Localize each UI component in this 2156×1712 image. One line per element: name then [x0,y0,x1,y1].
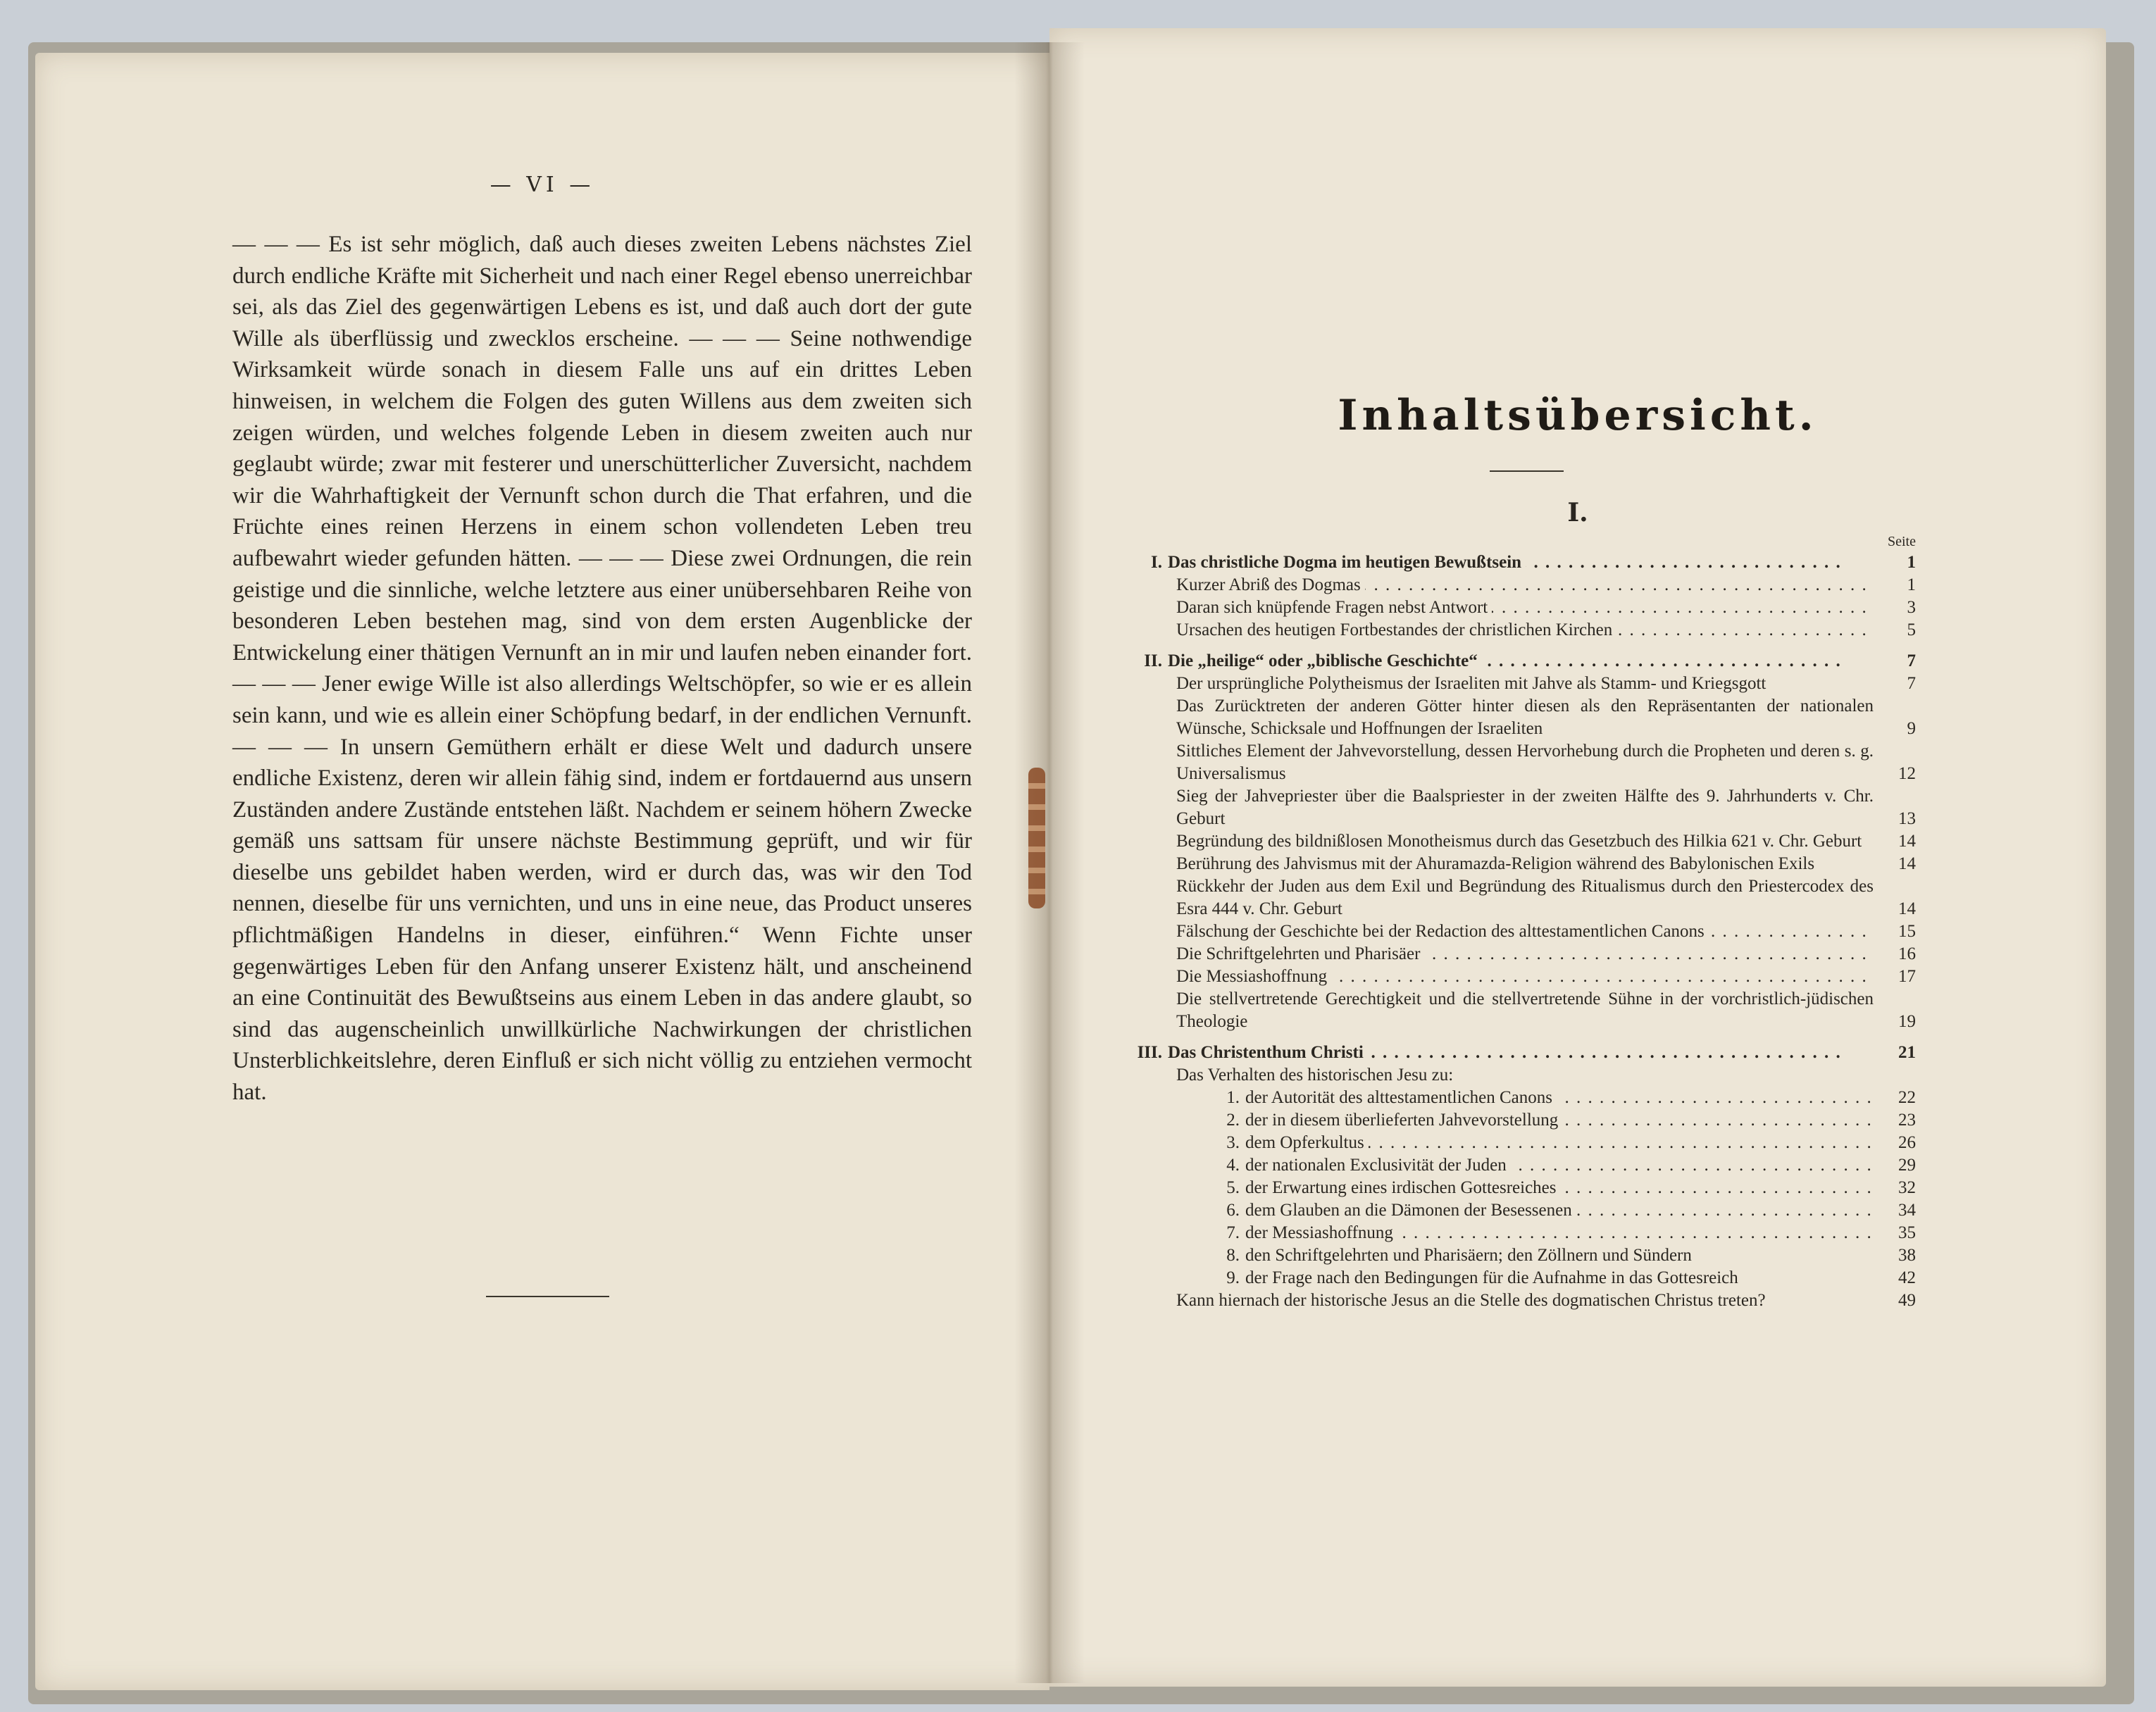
item-number: 4. [1226,1156,1240,1175]
binding-stitch [1028,768,1045,908]
toc-entry [1176,988,1916,1033]
page-ref: 13 [1898,809,1916,828]
toc-item [1204,1177,1916,1199]
chapter-title: Das Christenthum Christi [1168,1043,1364,1062]
page-ref: 7 [1907,651,1916,670]
page-ref: 29 [1898,1156,1916,1175]
entry-text: Ursachen des heutigen Fortbestandes der christlichen Kirchen [1176,620,1616,639]
page-ref: 17 [1898,967,1916,986]
entry-text: Begründung des bildnißlosen Monotheismus durch das Gesetzbuch des Hilkia 621 v. Chr. Geburt [1176,832,1862,851]
page-ref: 1 [1907,553,1916,572]
toc-item [1204,1154,1916,1177]
item-text: der nationalen Exclusivität der Juden [1245,1156,1507,1175]
end-rule [486,1296,609,1297]
entry-text: Die Messiashoffnung [1176,967,1331,986]
page-ref: 12 [1898,764,1916,783]
page-ref: 16 [1898,944,1916,963]
item-number: 1. [1226,1088,1240,1107]
entry-text: Daran sich knüpfende Fragen nebst Antwort [1176,598,1492,617]
item-number: 3. [1226,1133,1240,1152]
page-ref: 5 [1907,620,1916,639]
toc-chapter [1127,551,1916,574]
section-heading: I. [1567,498,1588,527]
intro-text: Das Verhalten des historischen Jesu zu: [1176,1066,1454,1085]
toc-item [1204,1109,1916,1132]
toc-item [1204,1132,1916,1154]
seite-label: Seite [1888,534,1916,549]
item-text: der in diesem überlieferten Jahvevorstellung [1245,1111,1559,1130]
page-ref: 32 [1898,1178,1916,1197]
toc-chapter [1127,650,1916,673]
chapter-title: Das christliche Dogma im heutigen Bewußtsein [1168,553,1522,572]
entry-text: Das Zurücktreten der anderen Götter hinter diesen als den Repräsentanten der nationalen Wünsche, Schicksale und Hoffnungen der Israeliten [1176,696,1874,738]
toc-entry [1176,966,1916,988]
page-ref: 15 [1898,922,1916,941]
title-rule [1490,470,1564,472]
page-number: — VI — [490,173,595,197]
toc-entry [1176,920,1916,943]
entry-text: Die stellvertretende Gerechtigkeit und die stellvertretende Sühne in der vorchristlich-jüdischen Theologie [1176,989,1874,1031]
chapter-number: II. [1144,651,1162,670]
page-ref: 9 [1907,719,1916,738]
chapter-number: I. [1151,553,1162,572]
toc-entry [1176,830,1916,853]
toc-item [1204,1087,1916,1109]
toc-item [1204,1199,1916,1222]
page-ref: 34 [1898,1201,1916,1220]
toc-entry [1176,853,1916,875]
entry-text: Kann hiernach der historische Jesus an die Stelle des dogmatischen Christus treten? [1176,1291,1766,1310]
page-ref: 19 [1898,1012,1916,1031]
page-ref: 23 [1898,1111,1916,1130]
item-text: dem Opferkultus [1245,1133,1364,1152]
toc-entry [1176,785,1916,830]
toc-entry [1176,1289,1916,1312]
item-number: 8. [1226,1246,1240,1265]
page-ref: 14 [1898,899,1916,918]
item-text: der Frage nach den Bedingungen für die Aufnahme in das Gottesreich [1245,1268,1738,1287]
table-of-contents [1127,532,1916,1312]
toc-item [1204,1267,1916,1289]
chapter-number: III. [1137,1043,1162,1062]
toc-title: Inhaltsübersicht. [1338,391,1818,440]
item-text: den Schriftgelehrten und Pharisäern; den Zöllnern und Sündern [1245,1246,1692,1265]
toc-entry [1176,673,1916,695]
page-ref: 22 [1898,1088,1916,1107]
page-ref: 49 [1898,1291,1916,1310]
item-text: der Messiashoffnung [1245,1223,1393,1242]
item-number: 7. [1226,1223,1240,1242]
page-ref: 42 [1898,1268,1916,1287]
item-number: 2. [1226,1111,1240,1130]
entry-text: Rückkehr der Juden aus dem Exil und Begründung des Ritualismus durch den Priestercodex des Esra 444 v. Chr. Geburt [1176,877,1874,918]
entry-text: Berührung des Jahvismus mit der Ahuramazda-Religion während des Babylonischen Exils [1176,854,1815,873]
page-ref: 3 [1907,598,1916,617]
toc-entry [1176,875,1916,920]
page-ref: 14 [1898,832,1916,851]
entry-text: Kurzer Abriß des Dogmas [1176,575,1365,594]
toc-entry [1176,619,1916,642]
page-ref: 38 [1898,1246,1916,1265]
entry-text: Sieg der Jahvepriester über die Baalspriester in der zweiten Hälfte des 9. Jahrhunderts v. Chr. Geburt [1176,787,1874,828]
toc-intro [1176,1064,1916,1087]
toc-entry [1176,596,1916,619]
toc-entry [1176,695,1916,740]
book-gutter [1014,42,1085,1683]
entry-text: Der ursprüngliche Polytheismus der Israeliten mit Jahve als Stamm- und Kriegsgott [1176,674,1766,693]
toc-entry [1176,740,1916,785]
chapter-title: Die „heilige“ oder „biblische Geschichte“ [1168,651,1478,670]
page-ref: 1 [1907,575,1916,594]
page-ref: 26 [1898,1133,1916,1152]
toc-entry [1176,943,1916,966]
toc-chapter [1127,1042,1916,1064]
item-number: 6. [1226,1201,1240,1220]
item-number: 5. [1226,1178,1240,1197]
item-text: dem Glauben an die Dämonen der Besessenen [1245,1201,1572,1220]
item-number: 9. [1226,1268,1240,1287]
page-ref: 35 [1898,1223,1916,1242]
body-text: — — — Es ist sehr möglich, daß auch dieses zweiten Lebens nächstes Ziel durch endliche Kräfte mit Sicherheit und nach einer Regel ebenso unerreichbar sei, als das Ziel des gegenwärtigen Lebens es ist, und daß auch dort der gute Wille als überflüssig und zwecklos erscheine. — — — Seine nothwendige Wirksamkeit würde sonach in diesem Falle uns auf ein drittes Leben hinweisen, in welchem die Folgen des guten Willens aus dem zweiten sich zeigen würden, und welches folgende Leben in diesem zweiten auch nur geglaubt würde; zwar mit festerer und unerschütterlicher Zuversicht, nachdem wir die Wahrhaftigkeit der Vernunft schon durch die That erfahren, und die Früchte eines reinen Herzens in einem schon vollendeten Leben treu aufbewahrt wieder gefunden hätten. — — — Diese zwei Ordnungen, die rein geistige und die sinnliche, welche letztere aus einer unübersehbaren Reihe von besonderen Leben bestehen mag, sind von dem ersten Augenblicke der Entwickelung einer thätigen Vernunft an in mir und laufen neben einander fort. — — — Jener ewige Wille ist also allerdings Weltschöpfer, so wie er es allein sein kann, und wie es allein einer Schöpfung bedarf, in der endlichen Vernunft. — — — In unsern Gemüthern erhält er diese Welt und dadurch unsere endliche Existenz, deren wir allein fähig sind, indem er fortdauernd aus unsern Zuständen andere Zustände entstehen läßt. Nachdem er seinem höhern Zwecke gemäß uns sattsam für unsere nächste Bestimmung geprüft, und wir für dieselbe uns gebildet haben werden, wird er durch das, was wir den Tod nennen, dieselbe für uns vernichten, und uns in eine neue, das Product unseres pflichtmäßigen Handelns in dieser, einführen.“ Wenn Fichte unser gegenwärtiges Leben für den Anfang unserer Existenz hält, und anscheinend an eine Continuität des Bewußtseins aus einem Leben in das andere glaubt, so sind das augenscheinlich unwillkürliche Nachwirkungen der christlichen Unsterblichkeitslehre, deren Einfluß er sich nicht völlig zu entziehen vermocht hat. [232,232,972,1106]
toc-item [1204,1222,1916,1244]
entry-text: Fälschung der Geschichte bei der Redaction des alttestamentlichen Canons [1176,922,1709,941]
entry-text: Sittliches Element der Jahvevorstellung, dessen Hervorhebung durch die Propheten und deren s. g. Universalismus [1176,742,1874,783]
page-ref: 21 [1898,1043,1916,1062]
item-text: der Autorität des alttestamentlichen Canons [1245,1088,1552,1107]
page-ref: 7 [1907,674,1916,693]
toc-item [1204,1244,1916,1267]
item-text: der Erwartung eines irdischen Gottesreiches [1245,1178,1557,1197]
left-page [35,53,1049,1690]
entry-text: Die Schriftgelehrten und Pharisäer [1176,944,1424,963]
toc-entry [1176,574,1916,596]
page-ref: 14 [1898,854,1916,873]
